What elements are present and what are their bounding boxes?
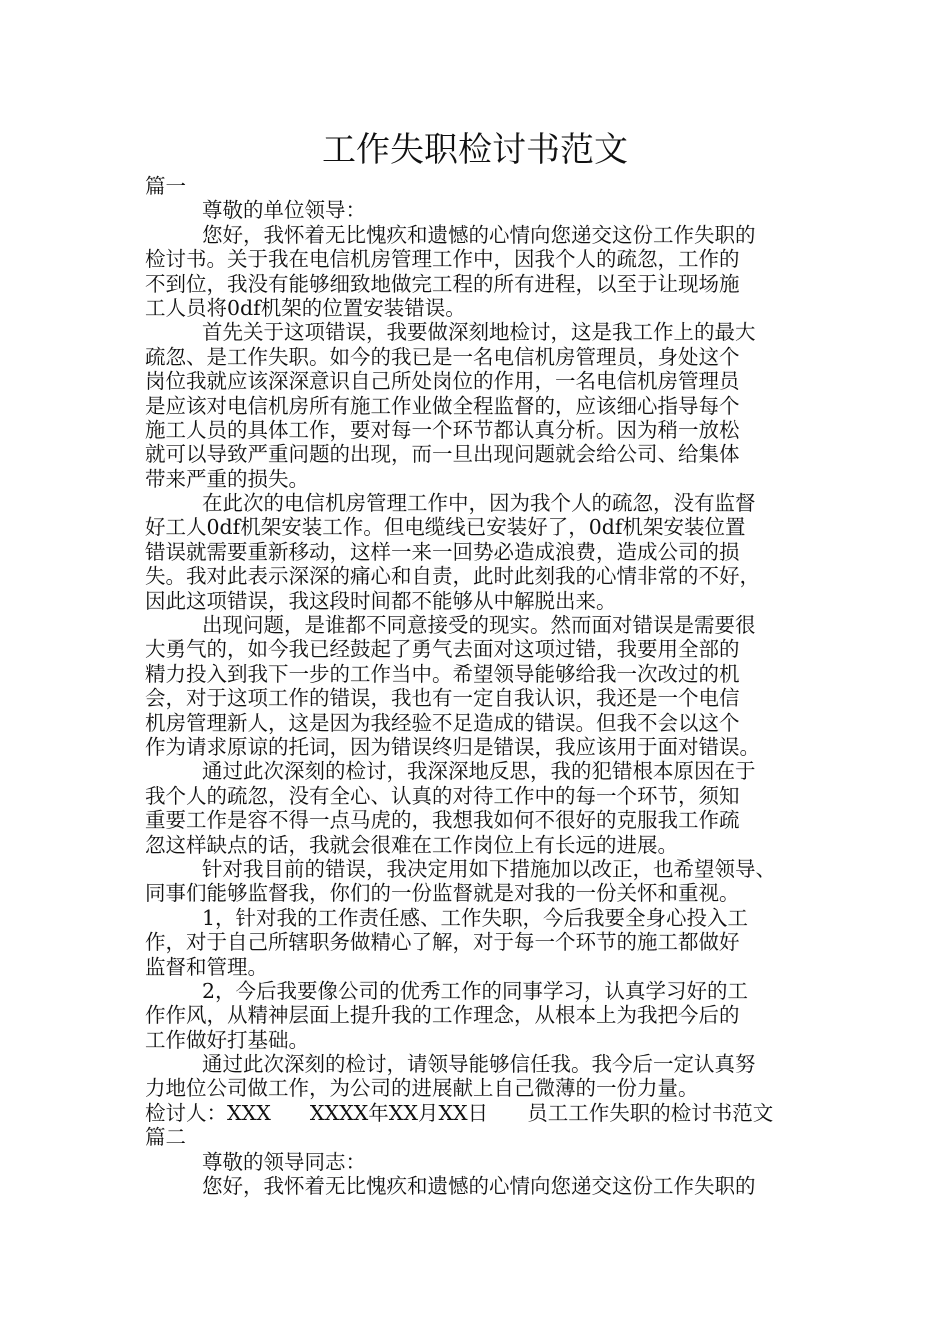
text-line: 大勇气的，如今我已经鼓起了勇气去面对这项过错，我要用全部的 xyxy=(145,637,740,662)
text-line: 1，针对我的工作责任感、工作失职，今后我要全身心投入工 xyxy=(202,905,749,930)
text-line: 在此次的电信机房管理工作中，因为我个人的疏忽，没有监督 xyxy=(202,491,756,516)
text-line: 尊敬的领导同志： xyxy=(202,1149,366,1174)
text-line: 机房管理新人，这是因为我经验不足造成的错误。但我不会以这个 xyxy=(145,710,740,735)
text-line: 篇二 xyxy=(145,1125,186,1150)
text-line: 精力投入到我下一步的工作当中。希望领导能够给我一次改过的机 xyxy=(145,661,740,686)
text-line: 2，今后我要像公司的优秀工作的同事学习，认真学习好的工 xyxy=(202,978,749,1003)
text-line: 会，对于这项工作的错误，我也有一定自我认识，我还是一个电信 xyxy=(145,686,740,711)
text-line: 岗位我就应该深深意识自己所处岗位的作用，一名电信机房管理员 xyxy=(145,369,740,394)
text-line: 是应该对电信机房所有施工作业做全程监督的，应该细心指导每个 xyxy=(145,393,740,418)
text-line: 尊敬的单位领导： xyxy=(202,198,366,223)
text-line: 篇一 xyxy=(145,174,186,198)
text-line: 针对我目前的错误，我决定用如下措施加以改正，也希望领导、 xyxy=(202,856,776,881)
text-line: 好工人0df机架安装工作。但电缆线已安装好了，0df机架安装位置 xyxy=(145,515,746,540)
text-line: 因此这项错误，我这段时间都不能够从中解脱出来。 xyxy=(145,588,617,613)
text-line: 我个人的疏忽，没有全心、认真的对待工作中的每一个环节，须知 xyxy=(145,783,740,808)
text-line: 通过此次深刻的检讨，我深深地反思，我的犯错根本原因在于 xyxy=(202,759,756,784)
text-line: 您好，我怀着无比愧疚和遗憾的心情向您递交这份工作失职的 xyxy=(202,222,756,247)
text-line: 您好，我怀着无比愧疚和遗憾的心情向您递交这份工作失职的 xyxy=(202,1174,756,1199)
text-line: 检讨书。关于我在电信机房管理工作中，因我个人的疏忽，工作的 xyxy=(145,247,740,272)
text-line: 失。我对此表示深深的痛心和自责，此时此刻我的心情非常的不好， xyxy=(145,564,760,589)
document-body xyxy=(145,174,815,1198)
document-title: 工作失职检讨书范文 xyxy=(322,130,628,170)
text-line: 力地位公司做工作，为公司的进展献上自己微薄的一份力量。 xyxy=(145,1076,699,1101)
text-line: 作为请求原谅的托词，因为错误终归是错误，我应该用于面对错误。 xyxy=(145,734,760,759)
text-line: 工人员将0df机架的位置安装错误。 xyxy=(145,295,466,320)
text-line: 施工人员的具体工作，要对每一个环节都认真分析。因为稍一放松 xyxy=(145,417,740,442)
text-line: 监督和管理。 xyxy=(145,954,268,979)
text-line: 不到位，我没有能够细致地做完工程的所有进程，以至于让现场施 xyxy=(145,271,740,296)
text-line: 检讨人：XXX XXXX年XX月XX日 员工工作失职的检讨书范文 xyxy=(145,1100,774,1125)
text-line: 重要工作是容不得一点马虎的，我想我如何不很好的克服我工作疏 xyxy=(145,808,740,833)
text-line: 工作做好打基础。 xyxy=(145,1027,309,1052)
text-line: 作，对于自己所辖职务做精心了解，对于每一个环节的施工都做好 xyxy=(145,930,740,955)
text-line: 忽这样缺点的话，我就会很难在工作岗位上有长远的进展。 xyxy=(145,832,678,857)
text-line: 错误就需要重新移动，这样一来一回势必造成浪费，造成公司的损 xyxy=(145,539,740,564)
text-line: 同事们能够监督我，你们的一份监督就是对我的一份关怀和重视。 xyxy=(145,881,740,906)
text-line: 作作风，从精神层面上提升我的工作理念，从根本上为我把今后的 xyxy=(145,1003,740,1028)
text-line: 就可以导致严重问题的出现，而一旦出现问题就会给公司、给集体 xyxy=(145,442,740,467)
text-line: 疏忽、是工作失职。如今的我已是一名电信机房管理员，身处这个 xyxy=(145,344,740,369)
text-line: 首先关于这项错误，我要做深刻地检讨，这是我工作上的最大 xyxy=(202,320,756,345)
text-line: 出现问题，是谁都不同意接受的现实。然而面对错误是需要很 xyxy=(202,613,756,638)
text-line: 通过此次深刻的检讨，请领导能够信任我。我今后一定认真努 xyxy=(202,1052,756,1077)
text-line: 带来严重的损失。 xyxy=(145,466,309,491)
